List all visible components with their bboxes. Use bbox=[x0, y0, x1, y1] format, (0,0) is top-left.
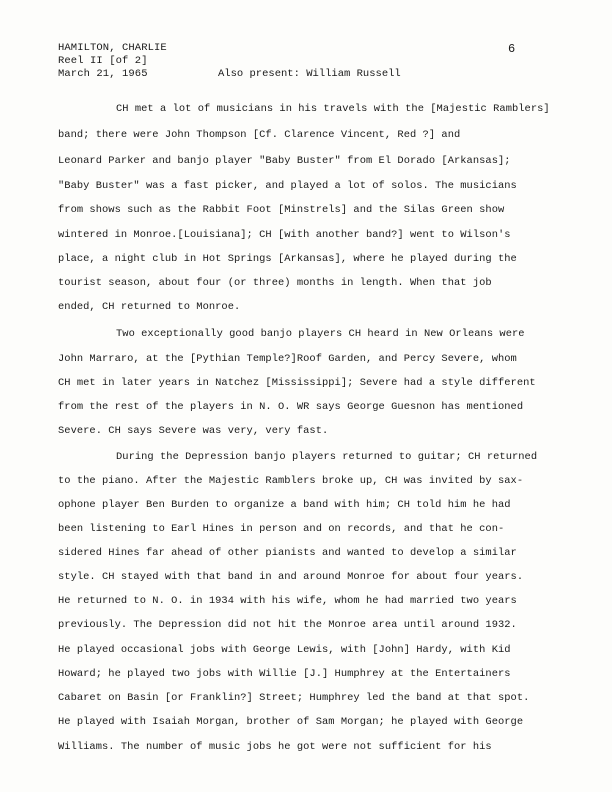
text-line: tourist season, about four (or three) months in length. When that job bbox=[58, 277, 492, 289]
text-line: wintered in Monroe.[Louisiana]; CH [with another band?] went to Wilson's bbox=[58, 229, 511, 241]
text-line: During the Depression banjo players returned to guitar; CH returned bbox=[116, 451, 538, 463]
text-line: Cabaret on Basin [or Franklin?] Street; Humphrey led the band at that spot. bbox=[58, 692, 530, 704]
text-line: Two exceptionally good banjo players CH heard in New Orleans were bbox=[116, 328, 525, 340]
text-line: Williams. The number of music jobs he got were not sufficient for his bbox=[58, 741, 492, 753]
text-line: place, a night club in Hot Springs [Arkansas], where he played during the bbox=[58, 253, 517, 265]
text-line: CH met in later years in Natchez [Mississippi]; Severe had a style different bbox=[58, 377, 536, 389]
text-line: from shows such as the Rabbit Foot [Minstrels] and the Silas Green show bbox=[58, 204, 505, 216]
text-line: John Marraro, at the [Pythian Temple?]Roof Garden, and Percy Severe, whom bbox=[58, 353, 517, 365]
text-line: Severe. CH says Severe was very, very fast. bbox=[58, 425, 329, 437]
text-line: Leonard Parker and banjo player "Baby Buster" from El Dorado [Arkansas]; bbox=[58, 155, 511, 167]
text-line: style. CH stayed with that band in and around Monroe for about four years. bbox=[58, 571, 524, 583]
also-present: Also present: William Russell bbox=[218, 68, 401, 80]
text-line: previously. The Depression did not hit the Monroe area until around 1932. bbox=[58, 619, 517, 631]
text-line: sidered Hines far ahead of other pianists and wanted to develop a similar bbox=[58, 547, 517, 559]
text-line: Howard; he played two jobs with Willie [J.] Humphrey at the Entertainers bbox=[58, 668, 511, 680]
text-line: He played with Isaiah Morgan, brother of Sam Morgan; he played with George bbox=[58, 716, 524, 728]
text-line: He played occasional jobs with George Lewis, with [John] Hardy, with Kid bbox=[58, 644, 511, 656]
interviewee-name: HAMILTON, CHARLIE bbox=[58, 42, 167, 54]
text-line: to the piano. After the Majestic Ramblers broke up, CH was invited by sax- bbox=[58, 475, 524, 487]
page-number: 6 bbox=[508, 42, 516, 56]
text-line: ended, CH returned to Monroe. bbox=[58, 301, 241, 313]
text-line: ophone player Ben Burden to organize a band with him; CH told him he had bbox=[58, 499, 511, 511]
text-line: "Baby Buster" was a fast picker, and played a lot of solos. The musicians bbox=[58, 180, 517, 192]
reel-label: Reel II [of 2] bbox=[58, 55, 148, 67]
text-line: been listening to Earl Hines in person and on records, and that he con- bbox=[58, 523, 505, 535]
text-line: band; there were John Thompson [Cf. Clarence Vincent, Red ?] and bbox=[58, 129, 461, 141]
interview-date: March 21, 1965 bbox=[58, 68, 148, 80]
text-line: CH met a lot of musicians in his travels with the [Majestic Ramblers] bbox=[116, 103, 550, 115]
text-line: He returned to N. O. in 1934 with his wife, whom he had married two years bbox=[58, 595, 517, 607]
text-line: from the rest of the players in N. O. WR says George Guesnon has mentioned bbox=[58, 401, 524, 413]
